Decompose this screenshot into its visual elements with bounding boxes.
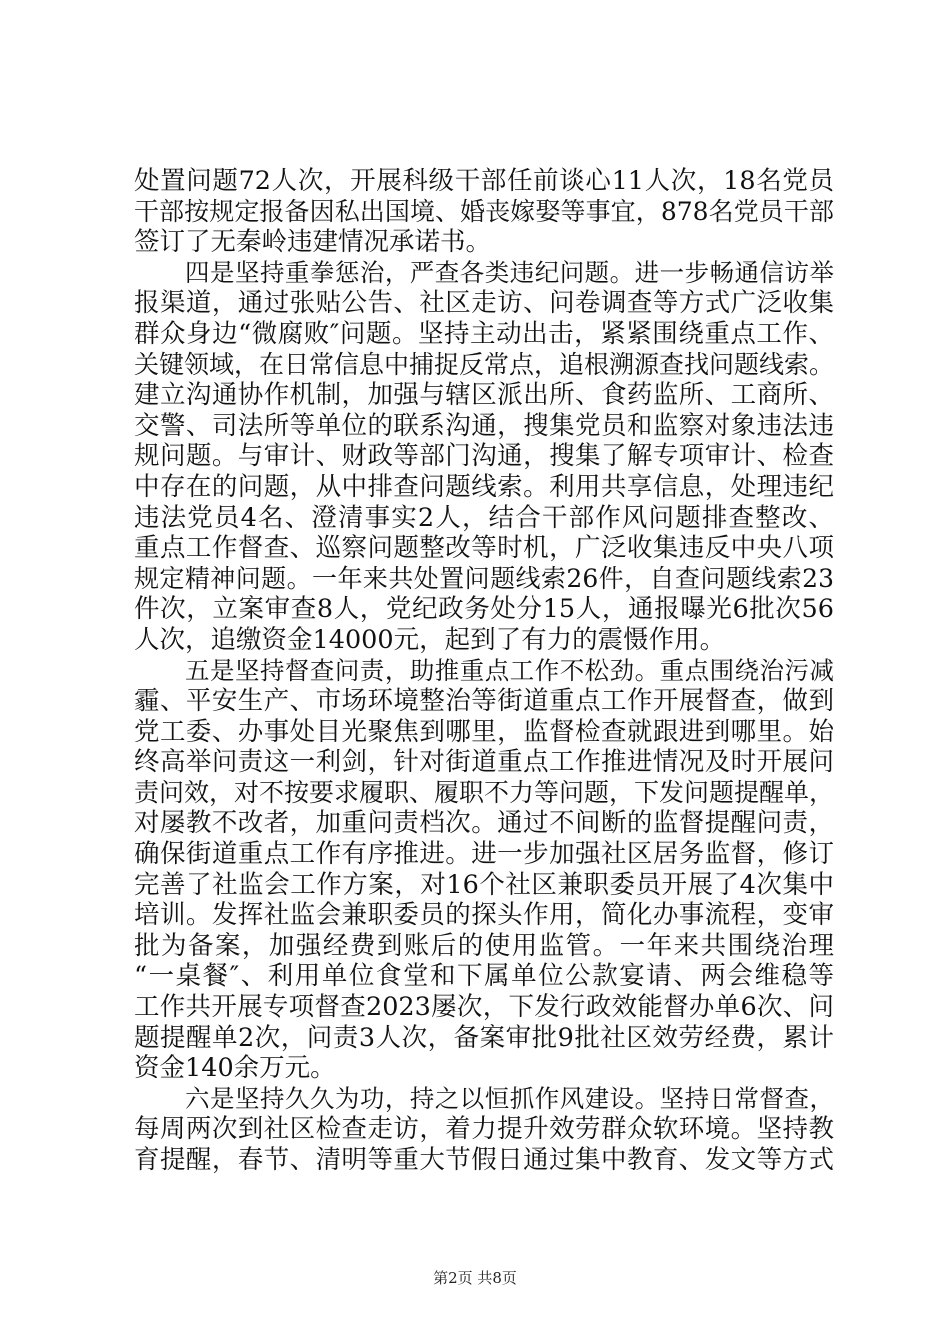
text-line: 对屡教不改者，加重问责档次。通过不间断的监督提醒问责，: [134, 808, 834, 839]
text-line: 题提醒单2次，问责3人次，备案审批9批社区效劳经费，累计: [134, 1022, 834, 1053]
text-line: 育提醒，春节、清明等重大节假日通过集中教育、发文等方式: [134, 1145, 834, 1175]
paragraph-start-line: 六是坚持久久为功，持之以恒抓作风建设。坚持日常督查，: [185, 1083, 834, 1113]
text-line: 确保街道重点工作有序推进。进一步加强社区居务监督，修订: [134, 839, 834, 870]
text-line: 干部按规定报备因私出国境、婚丧嫁娶等事宜，878名党员干部: [134, 196, 834, 226]
text-line: 培训。发挥社监会兼职委员的探头作用，简化办事流程，变审: [134, 900, 834, 931]
text-line: 中存在的问题，从中排查问题线索。利用共享信息，处理违纪: [134, 471, 834, 502]
paragraph-start-line: 五是坚持督查问责，助推重点工作不松劲。重点围绕治污减: [185, 655, 834, 685]
text-line: 签订了无秦岭违建情况承诺书。: [134, 227, 492, 258]
text-line: 规定精神问题。一年来共处置问题线索26件，自查问题线索23: [134, 563, 834, 593]
text-line: 党工委、办事处目光聚焦到哪里，监督检查就跟进到哪里。始: [134, 716, 834, 747]
paragraph-start-line: 四是坚持重拳惩治，严查各类违纪问题。进一步畅通信访举: [185, 257, 834, 287]
text-line: 交警、司法所等单位的联系沟通，搜集党员和监察对象违法违: [134, 410, 834, 441]
text-line: 每周两次到社区检查走访，着力提升效劳群众软环境。坚持教: [134, 1114, 834, 1145]
text-line: 群众身边“微腐败″问题。坚持主动出击，紧紧围绕重点工作、: [134, 318, 834, 349]
body-text: [134, 166, 834, 1176]
text-line: 终高举问责这一利剑，针对街道重点工作推进情况及时开展问: [134, 747, 834, 778]
text-line: “一桌餐″、利用单位食堂和下属单位公款宴请、两会维稳等: [134, 961, 834, 992]
text-line: 完善了社监会工作方案，对16个社区兼职委员开展了4次集中: [134, 869, 834, 900]
text-line: 报渠道，通过张贴公告、社区走访、问卷调查等方式广泛收集: [134, 288, 834, 319]
text-line: 资金140余万元。: [134, 1053, 336, 1084]
text-line: 责问效，对不按要求履职、履职不力等问题，下发问题提醒单，: [134, 777, 835, 807]
text-line: 重点工作督查、巡察问题整改等时机，广泛收集违反中央八项: [134, 533, 834, 564]
text-line: 建立沟通协作机制，加强与辖区派出所、食药监所、工商所、: [134, 380, 834, 411]
text-line: 霾、平安生产、市场环境整治等街道重点工作开展督查，做到: [134, 686, 834, 717]
page-number-footer: 第2页 共8页: [433, 1269, 517, 1287]
text-line: 违法党员4名、澄清事实2人，结合干部作风问题排查整改、: [134, 502, 834, 533]
text-line: 批为备案，加强经费到账后的使用监管。一年来共围绕治理: [134, 930, 834, 961]
text-line: 处置问题72人次，开展科级干部任前谈心11人次，18名党员: [134, 166, 834, 196]
text-line: 关键领域，在日常信息中捕捉反常点，追根溯源查找问题线索。: [134, 349, 835, 379]
text-line: 人次，追缴资金14000元，起到了有力的震慑作用。: [134, 624, 726, 655]
text-line: 工作共开展专项督查2023屡次，下发行政效能督办单6次、问: [134, 992, 834, 1023]
text-line: 规问题。与审计、财政等部门沟通，搜集了解专项审计、检查: [134, 441, 834, 472]
text-line: 件次，立案审查8人，党纪政务处分15人，通报曝光6批次56: [134, 594, 834, 625]
